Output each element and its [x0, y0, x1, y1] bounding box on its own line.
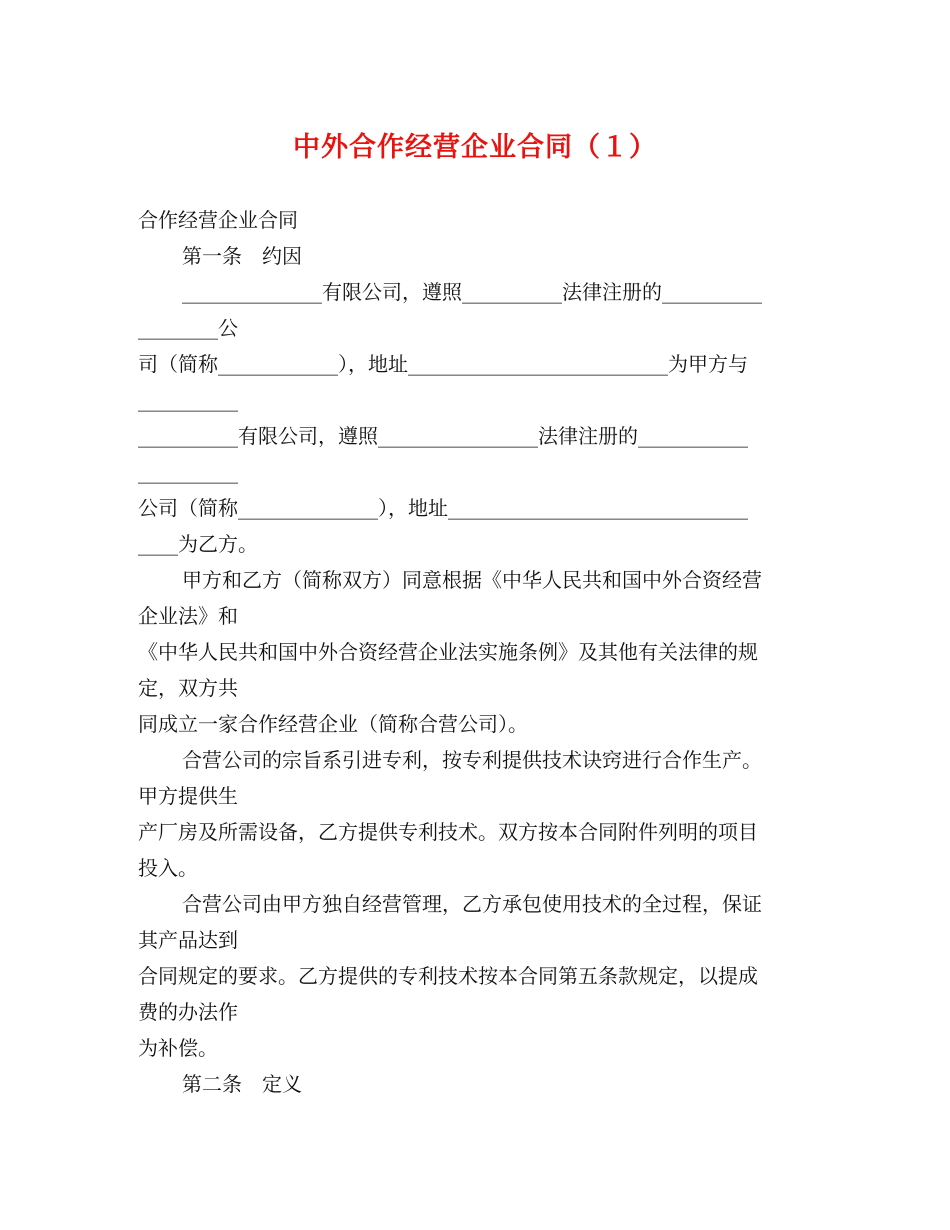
text-line: 《中华人民共和国中外合资经营企业法实施条例》及其他有关法律的规	[138, 640, 758, 664]
text-line: __________	[138, 388, 238, 412]
text-line: 为补偿。	[138, 1036, 218, 1060]
text-line: ____为乙方。	[138, 532, 258, 556]
text-line: 投入。	[138, 856, 198, 880]
text-line: 甲方提供生	[138, 784, 238, 808]
text-line: 司（简称____________），地址__________________________为甲方与	[138, 352, 748, 376]
text-line: ________公	[138, 316, 238, 340]
text-line: 合同规定的要求。乙方提供的专利技术按本合同第五条款规定，以提成	[138, 964, 758, 988]
text-line: 合作经营企业合同	[138, 208, 298, 232]
text-line: 其产品达到	[138, 928, 238, 952]
article-heading: 第一条 约因	[182, 244, 302, 268]
text-line: 甲方和乙方（简称双方）同意根据《中华人民共和国中外合资经营	[182, 568, 762, 592]
text-line: 同成立一家合作经营企业（简称合营公司）。	[138, 712, 528, 736]
text-line: 公司（简称______________），地址______________________________	[138, 496, 748, 520]
text-line: 企业法》和	[138, 604, 238, 628]
text-line: 费的办法作	[138, 1000, 238, 1024]
text-line: 产厂房及所需设备，乙方提供专利技术。双方按本合同附件列明的项目	[138, 820, 758, 844]
document-title: 中外合作经营企业合同（１）	[293, 132, 657, 163]
text-line: ______________有限公司，遵照__________法律注册的__________	[182, 280, 762, 304]
text-line: 定，双方共	[138, 676, 238, 700]
text-line: 合营公司的宗旨系引进专利，按专利提供技术诀窍进行合作生产。	[182, 748, 762, 772]
article-heading: 第二条 定义	[182, 1072, 302, 1096]
text-line: __________	[138, 460, 238, 484]
text-line: __________有限公司，遵照________________法律注册的___________	[138, 424, 748, 448]
text-line: 合营公司由甲方独自经营管理，乙方承包使用技术的全过程，保证	[182, 892, 762, 916]
